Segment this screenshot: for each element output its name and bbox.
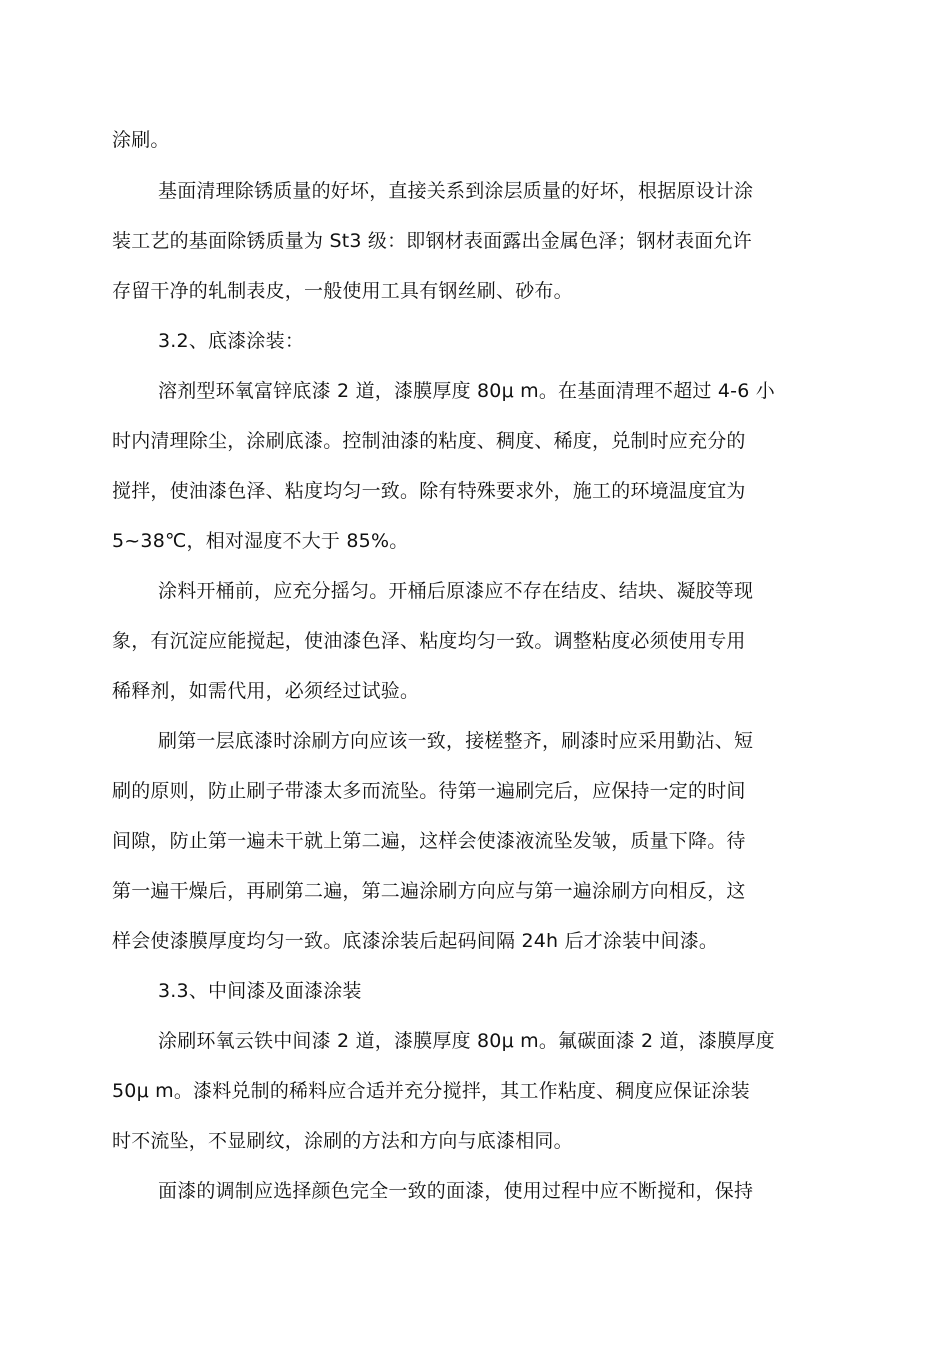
text-line: 刷第一层底漆时涂刷方向应该一致，接槎整齐，刷漆时应采用勤沾、短 [158,730,754,752]
text-line: 5~38℃，相对湿度不大于 85%。 [112,530,409,552]
text-line: 装工艺的基面除锈质量为 St3 级：即钢材表面露出金属色泽；钢材表面允许 [112,230,752,252]
text-line: 涂刷。 [112,129,170,151]
text-line: 存留干净的轧制表皮，一般使用工具有钢丝刷、砂布。 [112,280,573,302]
text-line: 基面清理除锈质量的好坏，直接关系到涂层质量的好坏，根据原设计涂 [158,180,754,202]
text-line: 刷的原则，防止刷子带漆太多而流坠。待第一遍刷完后，应保持一定的时间 [112,780,746,802]
text-line: 时内清理除尘，涂刷底漆。控制油漆的粘度、稠度、稀度，兑制时应充分的 [112,430,746,452]
section-heading: 3.3、中间漆及面漆涂装 [158,980,362,1002]
text-line: 稀释剂，如需代用，必须经过试验。 [112,680,420,702]
text-line: 涂刷环氧云铁中间漆 2 道，漆膜厚度 80μ m。氟碳面漆 2 道，漆膜厚度 [158,1030,775,1052]
text-line: 溶剂型环氧富锌底漆 2 道，漆膜厚度 80μ m。在基面清理不超过 4-6 小 [158,380,775,402]
text-line: 涂料开桶前，应充分摇匀。开桶后原漆应不存在结皮、结块、凝胶等现 [158,580,754,602]
text-line: 样会使漆膜厚度均匀一致。底漆涂装后起码间隔 24h 后才涂装中间漆。 [112,930,719,952]
section-heading: 3.2、底漆涂装： [158,330,305,352]
text-line: 时不流坠，不显刷纹，涂刷的方法和方向与底漆相同。 [112,1130,573,1152]
text-line: 象，有沉淀应能搅起，使油漆色泽、粘度均匀一致。调整粘度必须使用专用 [112,630,746,652]
text-line: 面漆的调制应选择颜色完全一致的面漆，使用过程中应不断搅和，保持 [158,1180,754,1202]
text-line: 间隙，防止第一遍未干就上第二遍，这样会使漆液流坠发皱，质量下降。待 [112,830,746,852]
text-line: 50μ m。漆料兑制的稀料应合适并充分搅拌，其工作粘度、稠度应保证涂装 [112,1080,750,1102]
text-line: 搅拌，使油漆色泽、粘度均匀一致。除有特殊要求外，施工的环境温度宜为 [112,480,746,502]
text-line: 第一遍干燥后，再刷第二遍，第二遍涂刷方向应与第一遍涂刷方向相反，这 [112,880,746,902]
